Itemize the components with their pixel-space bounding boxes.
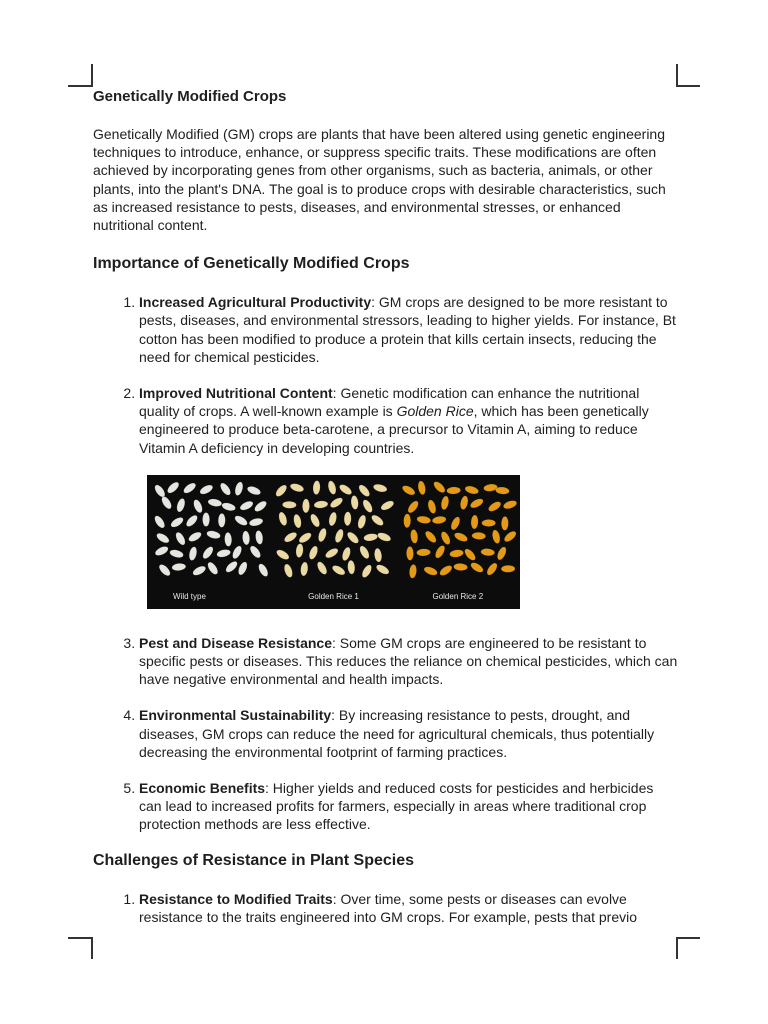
rice-grain <box>480 548 495 556</box>
rice-grain <box>417 480 427 495</box>
list-item <box>139 384 678 457</box>
rice-grain <box>233 514 249 528</box>
rice-grain <box>470 515 478 529</box>
rice-grain <box>361 563 374 579</box>
rice-grains <box>271 475 395 583</box>
rice-grain <box>174 531 187 547</box>
rice-grain <box>314 500 329 509</box>
rice-grain <box>169 548 184 559</box>
rice-grain <box>416 515 431 524</box>
rice-grain <box>501 516 508 530</box>
rice-grain <box>400 484 416 497</box>
rice-grain <box>283 501 297 509</box>
rice-grain <box>328 511 338 526</box>
rice-grain <box>471 532 485 540</box>
rice-grain <box>438 563 454 577</box>
rice-grain <box>224 532 232 546</box>
rice-grain <box>357 514 368 529</box>
rice-grain <box>218 481 232 497</box>
rice-grain <box>495 545 507 561</box>
item-text: : Genetic modification can enhance the nutritional quality of crops. A well-known example is <box>139 385 640 420</box>
rice-panel-wild-type <box>147 475 271 609</box>
rice-grain <box>248 544 262 559</box>
rice-grain <box>449 515 461 531</box>
rice-grain <box>346 530 361 545</box>
rice-grain <box>341 546 352 562</box>
rice-grain <box>298 531 314 545</box>
rice-panel-golden-rice-1 <box>271 475 395 609</box>
rice-grain <box>157 562 172 577</box>
rice-grain <box>495 486 510 495</box>
rice-grain <box>453 531 469 543</box>
rice-grain <box>172 563 187 572</box>
item-text: : By increasing resistance to pests, drought, and diseases, GM crops can reduce the need for agricultural chemicals, thus potentially decreasing the environmental footprint of farming practices. <box>139 707 655 760</box>
rice-grain <box>278 511 289 526</box>
rice-grain <box>375 563 391 576</box>
rice-grain <box>433 544 446 560</box>
rice-grain <box>182 481 198 495</box>
rice-grain <box>155 531 171 545</box>
list-item <box>139 293 678 366</box>
rice-grain <box>309 512 322 528</box>
rice-grain <box>423 529 438 544</box>
rice-grain <box>206 529 221 539</box>
item-term: Improved Nutritional Content <box>139 385 333 402</box>
rice-grain <box>257 562 270 578</box>
rice-grain <box>169 515 185 529</box>
rice-grain <box>255 530 264 545</box>
rice-grain <box>290 482 306 493</box>
rice-grain <box>175 497 186 512</box>
page-title: Genetically Modified Crops <box>93 88 287 105</box>
rice-grain <box>317 527 328 542</box>
rice-grain <box>347 560 355 575</box>
crop-mark-top-right <box>676 85 700 87</box>
rice-grain <box>344 511 352 525</box>
rice-grain <box>253 499 268 513</box>
rice-grain <box>202 512 209 526</box>
rice-grain <box>293 513 303 528</box>
rice-grain <box>358 544 371 560</box>
rice-grain <box>237 560 249 576</box>
rice-grain <box>464 484 479 495</box>
challenges-list <box>93 890 678 926</box>
crop-mark-top-right-v <box>676 64 678 87</box>
golden-rice-image <box>147 475 520 609</box>
image-caption: Golden Rice 1 <box>308 591 359 601</box>
rice-grain <box>154 545 170 558</box>
rice-grain <box>234 481 245 496</box>
rice-grain <box>207 498 222 508</box>
rice-grain <box>313 480 321 494</box>
rice-grain <box>357 483 372 498</box>
list-item <box>139 779 678 834</box>
rice-grain <box>431 515 446 524</box>
rice-grain <box>231 544 244 560</box>
page-content <box>93 86 678 944</box>
rice-grain <box>406 499 420 514</box>
rice-grain <box>283 563 294 579</box>
rice-grain <box>246 485 262 497</box>
section-title-importance: Importance of Genetically Modified Crops <box>93 255 410 273</box>
rice-grain <box>501 565 515 572</box>
rice-grain <box>308 545 320 561</box>
rice-grain <box>316 560 329 576</box>
rice-grain <box>166 480 181 495</box>
image-caption: Wild type <box>173 591 206 601</box>
rice-grain <box>426 499 437 514</box>
rice-grain <box>303 499 310 513</box>
rice-grain <box>187 530 203 543</box>
rice-grain <box>486 500 502 514</box>
crop-mark-bottom-right <box>676 937 700 939</box>
rice-grain <box>188 546 198 561</box>
rice-grain <box>380 499 396 512</box>
item-text: : Higher yields and reduced costs for pesticides and herbicides can lead to increased profits for farmers, especially in areas where traditional crop protection methods are less effective. <box>139 780 654 833</box>
item-text: : Over time, some pests or diseases can evolve resistance to the traits engineered into GM crops. For example, pests that previo <box>139 890 638 925</box>
section-title-challenges: Challenges of Resistance in Plant Species <box>93 851 414 869</box>
rice-grain <box>184 513 199 528</box>
rice-grain <box>324 546 340 559</box>
item-italic: Golden Rice <box>396 403 474 420</box>
item-text: : GM crops are designed to be more resistant to pests, diseases, and environmental stressors, leading to higher yields. For instance, Bt cotton has been modified to produce a protein that kills certain insects, reducing the need for chemical pesticides. <box>139 294 676 365</box>
rice-grain <box>377 531 393 543</box>
image-caption: Golden Rice 2 <box>432 591 484 601</box>
rice-grain <box>201 545 215 561</box>
rice-grain <box>216 548 231 558</box>
list-item <box>139 890 678 926</box>
crop-mark-top-left <box>68 85 92 87</box>
rice-grain <box>409 529 418 544</box>
list-item <box>139 634 678 689</box>
rice-grain <box>370 513 385 527</box>
rice-grain <box>191 564 207 577</box>
rice-grain <box>242 530 250 545</box>
rice-grain <box>408 564 417 579</box>
rice-grain <box>198 483 214 496</box>
rice-grain <box>469 497 485 510</box>
rice-grain <box>403 514 410 528</box>
rice-grain <box>440 495 450 510</box>
rice-grain <box>338 482 354 496</box>
crop-mark-top-left-v <box>91 64 93 87</box>
rice-grain <box>416 548 430 556</box>
rice-grain <box>422 565 438 577</box>
rice-grain <box>224 559 239 574</box>
item-term: Pest and Disease Resistance <box>139 634 332 651</box>
rice-grain <box>274 483 289 498</box>
item-text: : Some GM crops are engineered to be resistant to specific pests or diseases. This reduces the reliance on chemical pesticides, which can have negative environmental and health impacts. <box>139 634 678 688</box>
item-term: Environmental Sustainability <box>139 707 332 724</box>
intro-paragraph: Genetically Modified (GM) crops are plants that have been altered using genetic engineering techniques to introduce, enhance, or suppress specific traits. These modifications are often achieved by incorporating genes from other organisms, such as bacteria, animals, or other plants, into the plant's DNA. The goal is to produce crops with desirable characteristics, such as increased resistance to pests, diseases, and environmental stresses, or enhanced nutritional content. <box>93 126 666 234</box>
rice-grain <box>192 498 204 514</box>
rice-grain <box>300 561 309 576</box>
rice-grain <box>221 501 236 512</box>
rice-grain <box>453 563 467 571</box>
rice-grain <box>491 529 501 544</box>
rice-grain <box>296 543 305 558</box>
rice-grain <box>462 547 477 562</box>
rice-grain <box>361 498 374 514</box>
rice-grain <box>239 499 255 512</box>
rice-grain <box>351 495 360 510</box>
rice-grains <box>147 475 271 583</box>
rice-grain <box>275 548 291 562</box>
list-item <box>139 706 678 761</box>
rice-grain <box>459 495 469 510</box>
rice-grain <box>439 530 452 546</box>
item-term: Economic Benefits <box>139 780 266 797</box>
rice-grain <box>374 548 383 563</box>
item-text: , which has been genetically engineered to produce beta-carotene, a precursor to Vitamin A, aiming to reduce Vitamin A deficiency in developing countries. <box>139 403 649 456</box>
rice-panel-golden-rice-2 <box>396 475 520 609</box>
rice-grain <box>364 532 379 541</box>
rice-grain <box>373 483 388 493</box>
rice-grain <box>469 561 485 575</box>
rice-grain <box>218 513 225 527</box>
rice-grain <box>485 561 499 577</box>
importance-list <box>93 293 678 457</box>
importance-list-continued <box>93 634 678 834</box>
rice-grain <box>153 514 167 530</box>
rice-grain <box>334 528 345 544</box>
rice-grain <box>283 530 299 544</box>
rice-grain <box>329 496 345 510</box>
rice-grain <box>502 499 518 510</box>
rice-grain <box>446 486 460 494</box>
rice-grain <box>502 529 517 543</box>
rice-grains <box>396 475 520 583</box>
rice-grain <box>431 479 446 494</box>
rice-grain <box>331 563 347 576</box>
item-term: Resistance to Modified Traits <box>139 890 333 907</box>
item-term: Increased Agricultural Productivity <box>139 294 372 311</box>
crop-mark-bottom-left <box>68 937 92 939</box>
rice-grain <box>449 549 464 558</box>
rice-grain <box>206 560 220 576</box>
rice-grain <box>406 546 413 560</box>
rice-grain <box>481 519 495 526</box>
rice-grain <box>327 480 338 495</box>
rice-grain <box>248 517 263 527</box>
rice-grain <box>160 495 174 511</box>
